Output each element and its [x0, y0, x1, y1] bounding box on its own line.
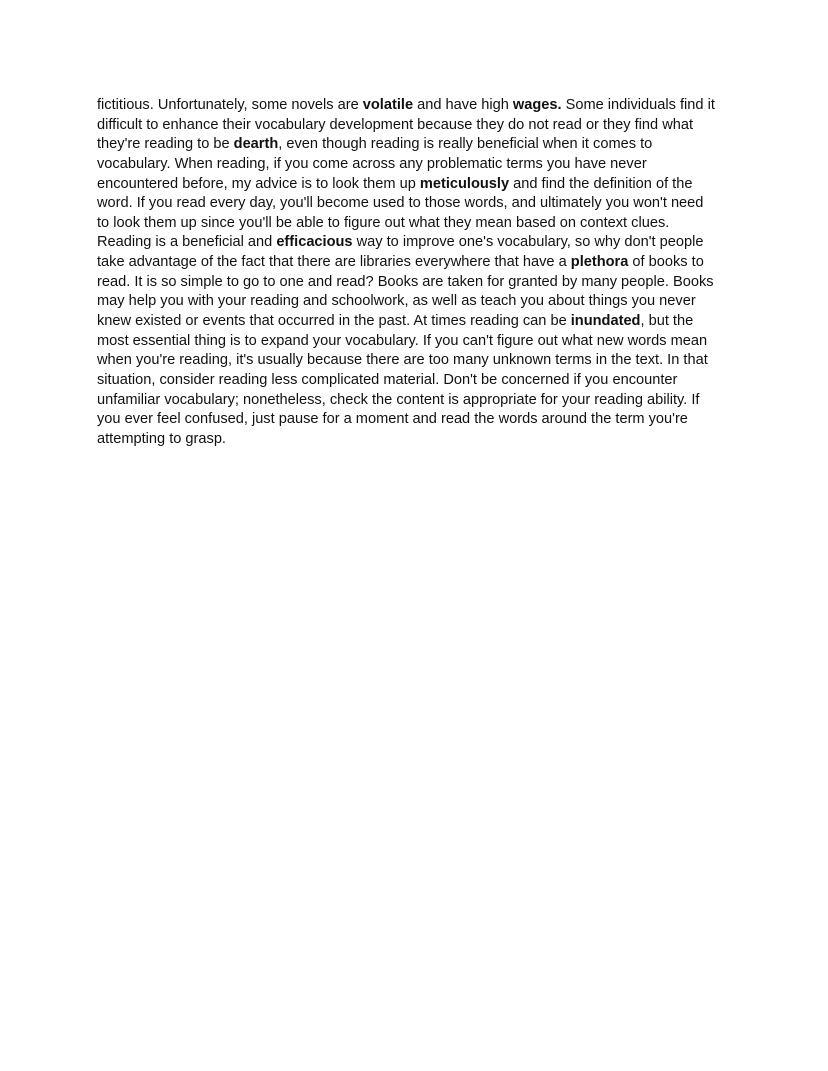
- text-line: [97, 391, 737, 411]
- text-line: [97, 332, 737, 352]
- text-run: and have high: [413, 97, 513, 113]
- text-run: situation, consider reading less complicated material. Don't be concerned if you encounter: [97, 371, 678, 388]
- text-run: word. If you read every day, you'll become used to those words, and ultimately you won't need: [97, 195, 704, 212]
- text-line: [97, 410, 737, 430]
- body-paragraph: [97, 96, 737, 450]
- text-run: most essential thing is to expand your vocabulary. If you can't figure out what new words mean: [97, 332, 708, 349]
- text-run: may help you with your reading and schoolwork, as well as teach you about things you never: [97, 293, 696, 310]
- text-run: encountered before, my advice is to look them up: [97, 175, 420, 192]
- text-line: [97, 371, 737, 391]
- text-run: fictitious. Unfortunately, some novels are: [97, 97, 363, 113]
- text-run: you ever feel confused, just pause for a moment and read the words around the term you're: [97, 411, 688, 428]
- text-run: knew existed or events that occurred in the past. At times reading can be: [97, 313, 571, 330]
- text-run: , even though reading is really beneficial when it comes to: [278, 136, 653, 153]
- bold-term: meticulously: [419, 175, 510, 192]
- text-run: attempting to grasp.: [97, 430, 226, 447]
- text-run: take advantage of the fact that there are libraries everywhere that have a: [97, 254, 571, 271]
- text-run: , but the: [640, 313, 694, 330]
- bold-term: wages.: [512, 97, 562, 113]
- text-run: vocabulary. When reading, if you come across any problematic terms you have never: [97, 155, 647, 172]
- text-line: [97, 430, 737, 450]
- text-run: way to improve one's vocabulary, so why don't people: [352, 234, 704, 251]
- text-run: Some individuals find it: [561, 97, 715, 113]
- text-line: [97, 155, 737, 175]
- bold-term: efficacious: [276, 234, 353, 251]
- bold-term: volatile: [362, 97, 414, 113]
- text-line: [97, 253, 737, 273]
- text-run: they're reading to be: [97, 136, 234, 153]
- text-line: [97, 233, 737, 253]
- text-run: Reading is a beneficial and: [97, 234, 277, 251]
- text-run: unfamiliar vocabulary; nonetheless, check the content is appropriate for your reading ability. If: [97, 391, 700, 408]
- text-run: to look them up since you'll be able to figure out what they mean based on context clues.: [97, 214, 670, 231]
- text-run: read. It is so simple to go to one and read? Books are taken for granted by many people. Books: [97, 273, 714, 290]
- text-line: [97, 312, 737, 332]
- text-run: and find the definition of the: [509, 175, 693, 192]
- bold-term: plethora: [570, 254, 629, 271]
- text-line: [97, 135, 737, 155]
- text-line: [97, 292, 737, 312]
- text-line: [97, 351, 737, 371]
- text-line: [97, 273, 737, 293]
- text-line: [97, 194, 737, 214]
- bold-term: inundated: [570, 313, 641, 330]
- text-line: [97, 116, 737, 136]
- text-run: difficult to enhance their vocabulary development because they do not read or they find what: [97, 116, 694, 133]
- text-run: of books to: [628, 254, 704, 271]
- text-line: [97, 96, 737, 116]
- bold-term: dearth: [233, 136, 279, 153]
- text-run: when you're reading, it's usually because there are too many unknown terms in the text. In that: [97, 352, 708, 369]
- text-line: [97, 175, 737, 195]
- text-line: [97, 214, 737, 234]
